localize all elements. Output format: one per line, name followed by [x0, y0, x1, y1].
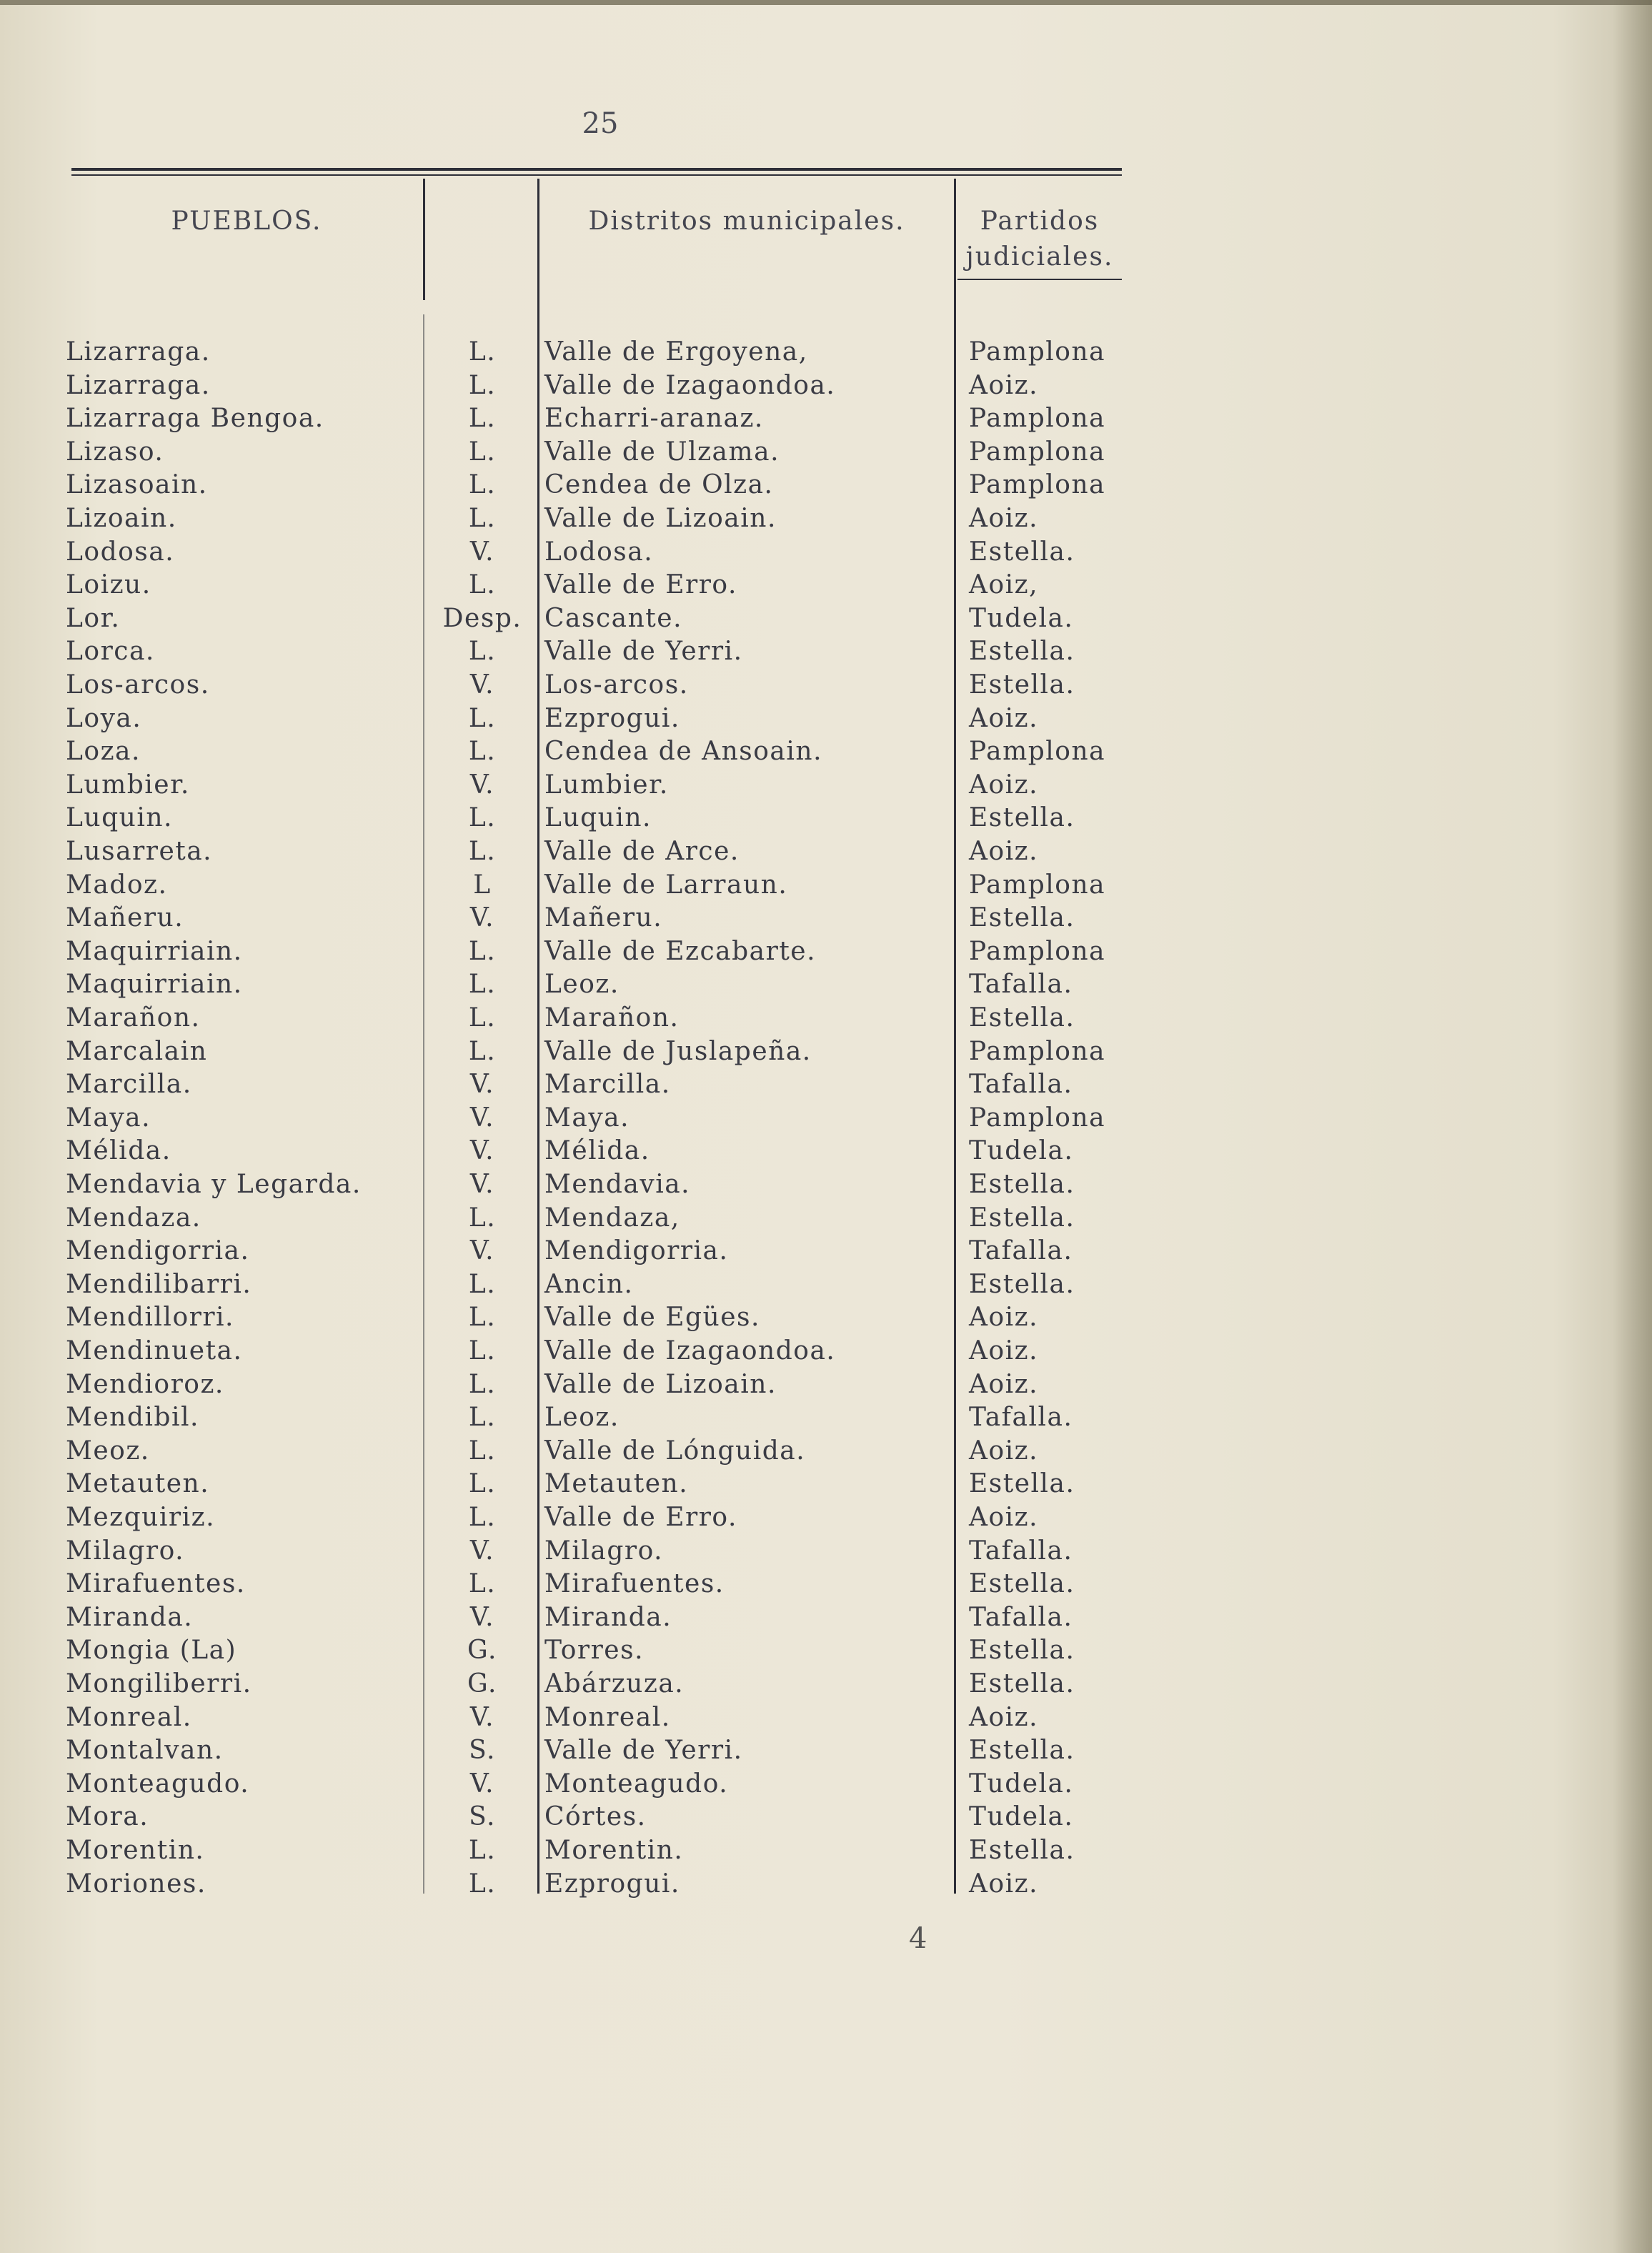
column-header-partidos-line2: judiciales. — [965, 242, 1114, 272]
table-row — [0, 1801, 1652, 1834]
table-row — [0, 635, 1652, 668]
clase-cell: L — [473, 870, 492, 900]
partido-cell: Tafalla. — [969, 1403, 1073, 1433]
table-row — [0, 436, 1652, 469]
clase-cell: S. — [469, 1802, 496, 1832]
clase-cell: L. — [468, 1569, 497, 1599]
pueblo-cell: Lor. — [66, 603, 121, 633]
partido-cell: Aoiz. — [969, 504, 1039, 533]
pueblo-cell: Mendillorri. — [66, 1303, 234, 1333]
pueblo-cell: Monreal. — [66, 1702, 192, 1732]
pueblo-cell: Lodosa. — [66, 537, 175, 567]
partido-cell: Estella. — [969, 537, 1075, 567]
distrito-cell: Valle de Ezcabarte. — [544, 936, 817, 966]
partido-cell: Tudela. — [969, 1136, 1074, 1166]
clase-cell: L. — [468, 1269, 497, 1299]
table-row — [0, 1435, 1652, 1468]
pueblo-cell: Maya. — [66, 1103, 151, 1133]
table-row — [0, 869, 1652, 902]
header-underline-partidos — [957, 279, 1122, 280]
clase-cell: L. — [468, 637, 497, 667]
partido-cell: Pamplona — [969, 437, 1106, 467]
table-row — [0, 1401, 1652, 1434]
distrito-cell: Valle de Lizoain. — [544, 504, 777, 533]
table-row — [0, 1068, 1652, 1101]
partido-cell: Tafalla. — [969, 970, 1073, 1000]
distrito-cell: Cascante. — [544, 603, 683, 633]
pueblo-cell: Madoz. — [66, 870, 168, 900]
partido-cell: Tudela. — [969, 1802, 1074, 1832]
partido-cell: Estella. — [969, 1836, 1075, 1865]
distrito-cell: Lumbier. — [544, 770, 669, 800]
table-row — [0, 1768, 1652, 1801]
pueblo-cell: Loza. — [66, 737, 141, 767]
clase-cell: L. — [468, 1403, 497, 1433]
partido-cell: Tudela. — [969, 603, 1074, 633]
distrito-cell: Valle de Yerri. — [544, 1736, 743, 1766]
table-row — [0, 1202, 1652, 1235]
partido-cell: Pamplona — [969, 936, 1106, 966]
partido-cell: Pamplona — [969, 470, 1106, 500]
table-row — [0, 336, 1652, 369]
clase-cell: L. — [468, 1369, 497, 1399]
distrito-cell: Valle de Lónguida. — [544, 1436, 806, 1466]
table-row — [0, 669, 1652, 702]
clase-cell: V. — [469, 670, 495, 700]
distrito-cell: Morentin. — [544, 1836, 684, 1865]
distrito-cell: Marcilla. — [544, 1070, 671, 1100]
partido-cell: Tafalla. — [969, 1070, 1073, 1100]
partido-cell: Estella. — [969, 1469, 1075, 1499]
table-row — [0, 1501, 1652, 1534]
distrito-cell: Monreal. — [544, 1702, 671, 1732]
pueblo-cell: Mendinueta. — [66, 1336, 243, 1366]
partido-cell: Estella. — [969, 1170, 1075, 1199]
partido-cell: Estella. — [969, 637, 1075, 667]
pueblo-cell: Lizarraga. — [66, 370, 211, 400]
distrito-cell: Cendea de Ansoain. — [544, 737, 823, 767]
pueblo-cell: Mendilibarri. — [66, 1269, 252, 1299]
partido-cell: Estella. — [969, 1736, 1075, 1766]
column-header-partidos — [957, 204, 1122, 275]
clase-cell: V. — [469, 1602, 495, 1632]
table-row — [0, 702, 1652, 735]
partido-cell: Estella. — [969, 1203, 1075, 1233]
table-row — [0, 1468, 1652, 1501]
pueblo-cell: Mongia (La) — [66, 1636, 237, 1666]
clase-cell: V. — [469, 1103, 495, 1133]
distrito-cell: Milagro. — [544, 1536, 664, 1566]
clase-cell: L. — [468, 970, 497, 1000]
clase-cell: L. — [468, 470, 497, 500]
clase-cell: L. — [468, 1436, 497, 1466]
signature-mark: 4 — [909, 1922, 927, 1955]
clase-cell: G. — [467, 1669, 497, 1699]
distrito-cell: Leoz. — [544, 970, 620, 1000]
distrito-cell: Valle de Lizoain. — [544, 1369, 777, 1399]
clase-cell: G. — [467, 1636, 497, 1666]
pueblo-cell: Lizoain. — [66, 504, 177, 533]
distrito-cell: Mendigorria. — [544, 1236, 729, 1266]
distrito-cell: Valle de Ulzama. — [544, 437, 780, 467]
distrito-cell: Córtes. — [544, 1802, 647, 1832]
pueblo-cell: Mélida. — [66, 1136, 171, 1166]
table-row — [0, 1601, 1652, 1634]
table-row — [0, 1368, 1652, 1401]
table-row — [0, 1235, 1652, 1268]
pueblo-cell: Milagro. — [66, 1536, 185, 1566]
pueblo-cell: Mendigorria. — [66, 1236, 250, 1266]
distrito-cell: Valle de Erro. — [544, 1503, 737, 1532]
clase-cell: L. — [468, 1003, 497, 1033]
page-top-edge — [0, 0, 1652, 5]
clase-cell: L. — [468, 737, 497, 767]
distrito-cell: Mélida. — [544, 1136, 650, 1166]
partido-cell: Aoiz. — [969, 1336, 1039, 1366]
pueblo-cell: Los-arcos. — [66, 670, 210, 700]
partido-cell: Tafalla. — [969, 1602, 1073, 1632]
table-row — [0, 1568, 1652, 1601]
distrito-cell: Valle de Yerri. — [544, 637, 743, 667]
pueblo-cell: Mendavia y Legarda. — [66, 1170, 362, 1199]
distrito-cell: Miranda. — [544, 1602, 672, 1632]
distrito-cell: Valle de Juslapeña. — [544, 1036, 812, 1066]
clase-cell: L. — [468, 337, 497, 367]
pueblo-cell: Lumbier. — [66, 770, 190, 800]
table-row — [0, 769, 1652, 802]
pueblo-cell: Mezquiriz. — [66, 1503, 216, 1532]
pueblo-cell: Mañeru. — [66, 903, 184, 933]
distrito-cell: Leoz. — [544, 1403, 620, 1433]
clase-cell: V. — [469, 903, 495, 933]
clase-cell: L. — [468, 1836, 497, 1865]
pueblo-cell: Lizarraga Bengoa. — [66, 404, 324, 434]
pueblo-cell: Lizarraga. — [66, 337, 211, 367]
table-row — [0, 735, 1652, 768]
distrito-cell: Valle de Larraun. — [544, 870, 788, 900]
distrito-cell: Abárzuza. — [544, 1669, 685, 1699]
pueblo-cell: Lorca. — [66, 637, 155, 667]
table-row — [0, 1268, 1652, 1301]
table-row — [0, 968, 1652, 1001]
distrito-cell: Ezprogui. — [544, 703, 680, 733]
distrito-cell: Lodosa. — [544, 537, 654, 567]
clase-cell: L. — [468, 504, 497, 533]
distrito-cell: Valle de Izagaondoa. — [544, 370, 836, 400]
pueblo-cell: Loya. — [66, 703, 142, 733]
partido-cell: Pamplona — [969, 404, 1106, 434]
pueblo-cell: Monteagudo. — [66, 1769, 250, 1799]
page-number: 25 — [582, 107, 619, 140]
clase-cell: V. — [469, 770, 495, 800]
distrito-cell: Los-arcos. — [544, 670, 689, 700]
clase-cell: V. — [469, 1236, 495, 1266]
clase-cell: L. — [468, 1203, 497, 1233]
partido-cell: Pamplona — [969, 337, 1106, 367]
partido-cell: Tudela. — [969, 1769, 1074, 1799]
pueblo-cell: Mendibil. — [66, 1403, 199, 1433]
partido-cell: Pamplona — [969, 1103, 1106, 1133]
pueblo-cell: Montalvan. — [66, 1736, 224, 1766]
clase-cell: L. — [468, 1469, 497, 1499]
clase-cell: V. — [469, 537, 495, 567]
pueblo-cell: Loizu. — [66, 570, 151, 600]
table-row — [0, 1168, 1652, 1201]
pueblo-cell: Mora. — [66, 1802, 149, 1832]
table-row — [0, 1634, 1652, 1667]
pueblo-cell: Maquirriain. — [66, 936, 243, 966]
pueblo-cell: Marañon. — [66, 1003, 201, 1033]
pueblo-cell: Mongiliberri. — [66, 1669, 252, 1699]
distrito-cell: Cendea de Olza. — [544, 470, 774, 500]
partido-cell: Aoiz. — [969, 1503, 1039, 1532]
clase-cell: L. — [468, 703, 497, 733]
partido-cell: Pamplona — [969, 1036, 1106, 1066]
partido-cell: Aoiz. — [969, 1869, 1039, 1899]
partido-cell: Pamplona — [969, 737, 1106, 767]
partido-cell: Estella. — [969, 1003, 1075, 1033]
partido-cell: Estella. — [969, 903, 1075, 933]
header-top-rule-thin — [71, 174, 1122, 176]
table-row — [0, 469, 1652, 502]
clase-cell: V. — [469, 1136, 495, 1166]
clase-cell: L. — [468, 370, 497, 400]
table-row — [0, 1868, 1652, 1901]
clase-cell: V. — [469, 1536, 495, 1566]
pueblo-cell: Luquin. — [66, 803, 173, 833]
table-row — [0, 1035, 1652, 1068]
table-row — [0, 402, 1652, 435]
table-row — [0, 1335, 1652, 1368]
partido-cell: Aoiz. — [969, 1369, 1039, 1399]
clase-cell: L. — [468, 803, 497, 833]
table-row — [0, 1301, 1652, 1334]
pueblo-cell: Maquirriain. — [66, 970, 243, 1000]
clase-cell: V. — [469, 1702, 495, 1732]
pueblo-cell: Mirafuentes. — [66, 1569, 246, 1599]
partido-cell: Estella. — [969, 670, 1075, 700]
table-row — [0, 1701, 1652, 1734]
clase-cell: L. — [468, 1503, 497, 1532]
clase-cell: L. — [468, 936, 497, 966]
partido-cell: Aoiz, — [969, 570, 1039, 600]
table-row — [0, 902, 1652, 935]
clase-cell: L. — [468, 1303, 497, 1333]
distrito-cell: Mañeru. — [544, 903, 663, 933]
partido-cell: Pamplona — [969, 870, 1106, 900]
distrito-cell: Ezprogui. — [544, 1869, 680, 1899]
distrito-cell: Luquin. — [544, 803, 652, 833]
clase-cell: L. — [468, 570, 497, 600]
table-row — [0, 536, 1652, 569]
pueblo-cell: Lusarreta. — [66, 837, 213, 866]
distrito-cell: Valle de Izagaondoa. — [544, 1336, 836, 1366]
clase-cell: V. — [469, 1170, 495, 1199]
pueblo-cell: Mendioroz. — [66, 1369, 224, 1399]
clase-cell: V. — [469, 1769, 495, 1799]
partido-cell: Estella. — [969, 1569, 1075, 1599]
pueblo-cell: Marcilla. — [66, 1070, 192, 1100]
partido-cell: Estella. — [969, 803, 1075, 833]
pueblo-cell: Morentin. — [66, 1836, 205, 1865]
partido-cell: Tafalla. — [969, 1536, 1073, 1566]
partido-cell: Aoiz. — [969, 1303, 1039, 1333]
distrito-cell: Metauten. — [544, 1469, 689, 1499]
distrito-cell: Echarri-aranaz. — [544, 404, 764, 434]
clase-cell: Desp. — [442, 603, 522, 633]
table-row — [0, 602, 1652, 635]
distrito-cell: Marañon. — [544, 1003, 680, 1033]
pueblo-cell: Moriones. — [66, 1869, 206, 1899]
table-row — [0, 1135, 1652, 1168]
distrito-cell: Ancin. — [544, 1269, 634, 1299]
column-divider-1 — [423, 179, 425, 300]
table-row — [0, 1668, 1652, 1701]
table-row — [0, 935, 1652, 968]
distrito-cell: Valle de Erro. — [544, 570, 737, 600]
pueblo-cell: Lizaso. — [66, 437, 164, 467]
clase-cell: L. — [468, 837, 497, 866]
table-row — [0, 1734, 1652, 1767]
pueblo-cell: Meoz. — [66, 1436, 150, 1466]
clase-cell: L. — [468, 1036, 497, 1066]
partido-cell: Aoiz. — [969, 703, 1039, 733]
column-header-distritos: Distritos municipales. — [588, 207, 905, 236]
distrito-cell: Valle de Arce. — [544, 837, 740, 866]
partido-cell: Aoiz. — [969, 837, 1039, 866]
distrito-cell: Torres. — [544, 1636, 645, 1666]
partido-cell: Aoiz. — [969, 770, 1039, 800]
distrito-cell: Monteagudo. — [544, 1769, 729, 1799]
clase-cell: L. — [468, 1869, 497, 1899]
clase-cell: L. — [468, 437, 497, 467]
table-row — [0, 835, 1652, 868]
column-header-partidos-line1: Partidos — [980, 207, 1100, 236]
clase-cell: S. — [469, 1736, 496, 1766]
column-header-pueblos: PUEBLOS. — [171, 207, 322, 236]
partido-cell: Estella. — [969, 1269, 1075, 1299]
table-row — [0, 1535, 1652, 1568]
table-row — [0, 369, 1652, 402]
partido-cell: Tafalla. — [969, 1236, 1073, 1266]
header-top-rule — [71, 168, 1122, 171]
distrito-cell: Mendavia. — [544, 1170, 691, 1199]
partido-cell: Aoiz. — [969, 370, 1039, 400]
pueblo-cell: Lizasoain. — [66, 470, 208, 500]
distrito-cell: Valle de Egües. — [544, 1303, 760, 1333]
pueblo-cell: Marcalain — [66, 1036, 208, 1066]
distrito-cell: Mirafuentes. — [544, 1569, 725, 1599]
pueblo-cell: Miranda. — [66, 1602, 194, 1632]
table-row — [0, 1002, 1652, 1035]
clase-cell: V. — [469, 1070, 495, 1100]
distrito-cell: Maya. — [544, 1103, 630, 1133]
table-row — [0, 502, 1652, 535]
distrito-cell: Valle de Ergoyena, — [544, 337, 808, 367]
distrito-cell: Mendaza, — [544, 1203, 680, 1233]
partido-cell: Estella. — [969, 1636, 1075, 1666]
table-row — [0, 1834, 1652, 1867]
table-row — [0, 569, 1652, 602]
table-row — [0, 802, 1652, 835]
pueblo-cell: Mendaza. — [66, 1203, 201, 1233]
clase-cell: L. — [468, 404, 497, 434]
partido-cell: Aoiz. — [969, 1702, 1039, 1732]
pueblo-cell: Metauten. — [66, 1469, 210, 1499]
clase-cell: L. — [468, 1336, 497, 1366]
table-row — [0, 1102, 1652, 1135]
partido-cell: Estella. — [969, 1669, 1075, 1699]
partido-cell: Aoiz. — [969, 1436, 1039, 1466]
